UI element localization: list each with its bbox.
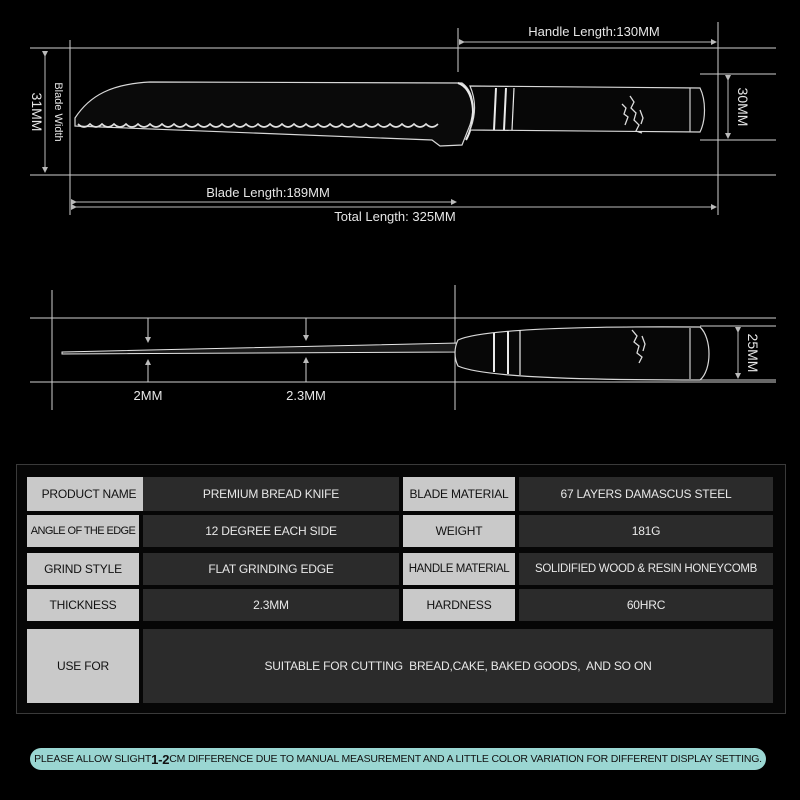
- disclaimer-range: 1-2: [151, 751, 170, 767]
- thickness-label: THICKNESS: [27, 589, 139, 621]
- weight-label: WEIGHT: [403, 515, 515, 547]
- knife-top-view: [75, 82, 705, 146]
- blade-width-label: Blade Width: [52, 82, 64, 142]
- blade-spine: [62, 343, 458, 354]
- edge-angle-label: ANGLE OF THE EDGE: [27, 515, 139, 547]
- measurement-disclaimer: [30, 748, 766, 770]
- grind-style-label: GRIND STYLE: [27, 553, 139, 585]
- hardness-label: HARDNESS: [403, 589, 515, 621]
- disclaimer-end: CM DIFFERENCE DUE TO MANUAL MEASUREMENT AND A LITTLE COLOR VARIATION FOR DIFFERENT DISPLAY SETTING.: [169, 753, 762, 765]
- disclaimer-start: PLEASE ALLOW SLIGHT: [34, 753, 152, 765]
- blade-width-value: 31MM: [29, 92, 45, 132]
- product-name-value: PREMIUM BREAD KNIFE: [143, 477, 399, 511]
- thickness-value: 2.3MM: [143, 589, 399, 621]
- grind-style-value: FLAT GRINDING EDGE: [143, 553, 399, 585]
- use-for-label: USE FOR: [27, 629, 139, 703]
- handle-material-label: HANDLE MATERIAL: [403, 553, 515, 585]
- handle-material-value: SOLIDIFIED WOOD & RESIN HONEYCOMB: [519, 553, 773, 585]
- blade-material-label: BLADE MATERIAL: [403, 477, 515, 511]
- blade-material-value: 67 LAYERS DAMASCUS STEEL: [519, 477, 773, 511]
- thickness-2mm-label: 2MM: [133, 388, 163, 403]
- edge-angle-value: 12 DEGREE EACH SIDE: [143, 515, 399, 547]
- handle-length-label: Handle Length:130MM: [528, 24, 660, 39]
- knife-side-view: [62, 327, 709, 380]
- hardness-value: 60HRC: [519, 589, 773, 621]
- use-for-value: SUITABLE FOR CUTTING BREAD,CAKE, BAKED GOODS, AND SO ON: [143, 629, 773, 703]
- product-name-label: PRODUCT NAME: [27, 477, 151, 511]
- blade-length-label: Blade Length:189MM: [206, 185, 330, 200]
- handle-thickness-value: 25MM: [745, 333, 761, 373]
- bread-knife-blade: [75, 82, 473, 146]
- spec-table: [16, 464, 786, 714]
- thickness-2-3mm-label: 2.3MM: [286, 388, 326, 403]
- total-length-label: Total Length: 325MM: [334, 209, 456, 224]
- weight-value: 181G: [519, 515, 773, 547]
- handle-height-value: 30MM: [735, 87, 751, 127]
